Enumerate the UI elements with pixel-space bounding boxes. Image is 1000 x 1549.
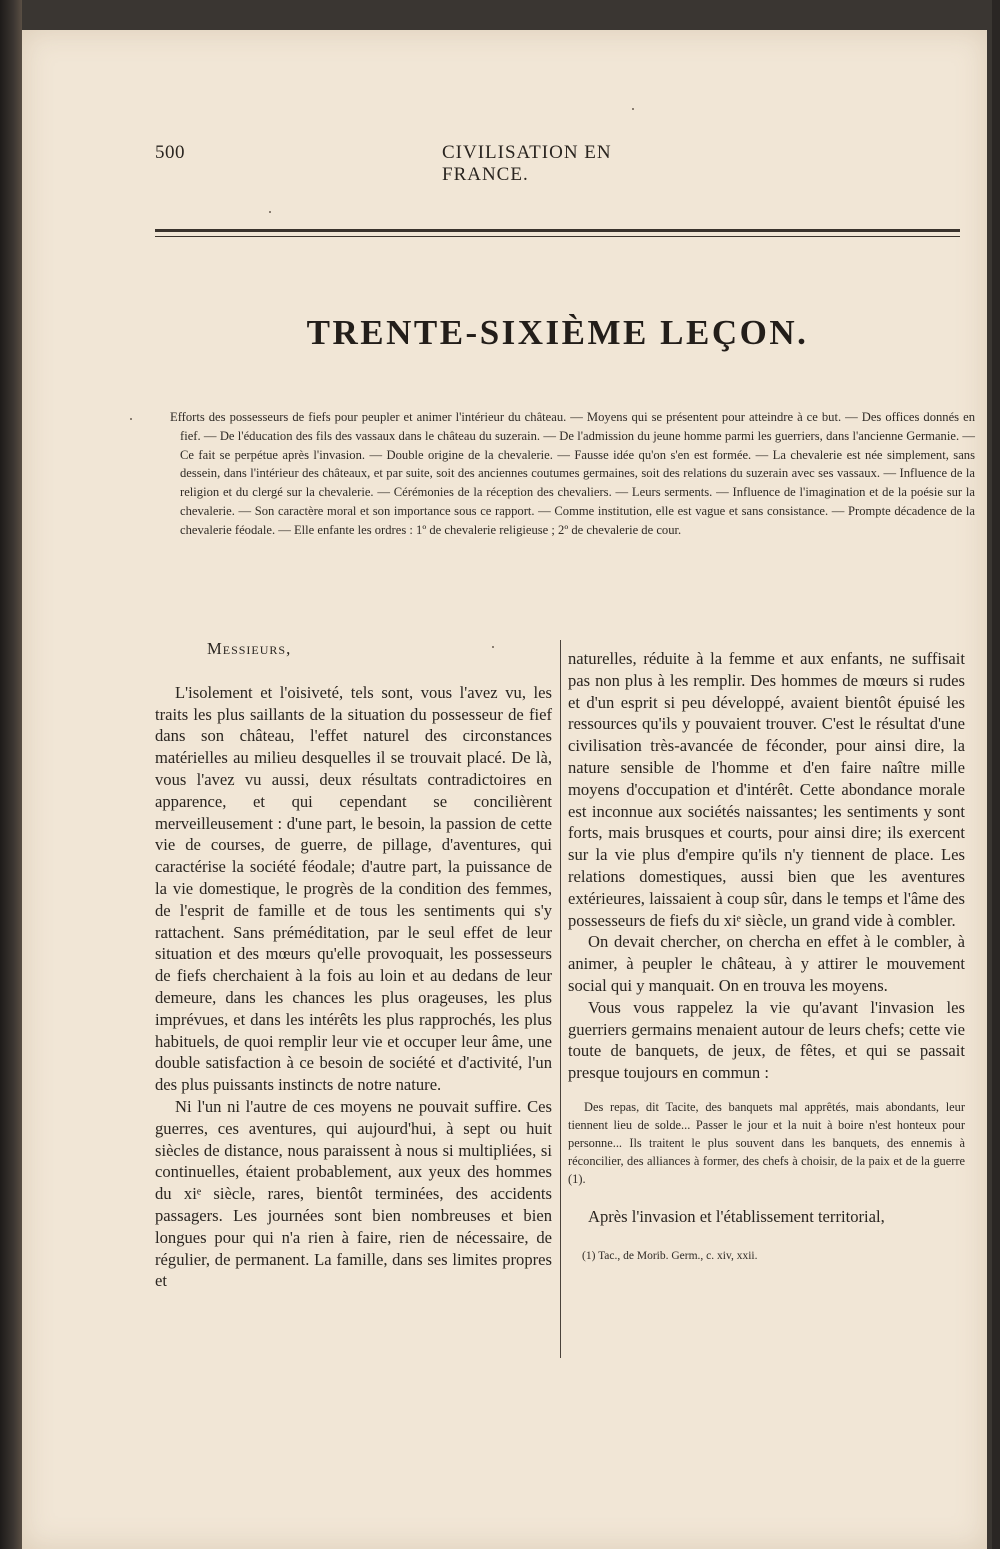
body-paragraph: Vous vous rappelez la vie qu'avant l'invasion les guerriers germains menaient autour de leurs chefs; cette vie toute de banquets, de jeux, de fêtes, et qui se passait presque toujours en commun : [568, 997, 965, 1083]
header-rule-thin [155, 236, 960, 237]
lesson-summary: Efforts des possesseurs de fiefs pour peupler et animer l'intérieur du château. — Moyens qui se présentent pour atteindre à ce but. — Des offices donnés en fief. — De l'éducation des fils des vassaux dans le château du suzerain. — De l'admission du jeune homme parmi les guerriers, dans l'ancienne Germanie. — Ce fait se perpétue après l'invasion. — Double origine de la chevalerie. — Fausse idée qu'on s'en est formée. — La chevalerie est née simplement, sans dessein, dans l'intérieur des châteaux, et par suite, soit des anciennes coutumes germaines, soit des relations du suzerain avec ses vassaux. — Influence de la religion et du clergé sur la chevalerie. — Cérémonies de la réception des chevaliers. — Leurs serments. — Influence de l'imagination et de la poésie sur la chevalerie. — Son caractère moral et son importance sous ce rapport. — Comme institution, elle est vague et sans consistance. — Prompte décadence de la chevalerie féodale. — Elle enfante les ordres : 1º de chevalerie religieuse ; 2º de chevalerie de cour. [170, 410, 975, 537]
page-header [155, 142, 690, 185]
body-paragraph: Après l'invasion et l'établissement territorial, [588, 1206, 885, 1226]
body-paragraph: Ni l'un ni l'autre de ces moyens ne pouvait suffire. Ces guerres, ces aventures, qui aujourd'hui, à sept ou huit siècles de distance, nous paraissent à nous si multipliées, si continuelles, étaient probablement, aux yeux des hommes du xiᵉ siècle, rares, bientôt terminées, des accidents passagers. Les journées sont bien nombreuses et bien longues pour qui n'a rien à faire, rien de nécessaire, de régulier, de permanent. La famille, dans ses limites propres et [155, 1096, 552, 1291]
body-paragraph: On devait chercher, on chercha en effet à le combler, à animer, à peupler le château, à y attirer le mouvement social qui y manquait. On en trouva les moyens. [568, 932, 965, 995]
paper-speck [632, 108, 634, 110]
footnote: (1) Tac., de Morib. Germ., c. xiv, xxii. [582, 1249, 758, 1262]
scan-edge-left [0, 0, 22, 1549]
column-divider [560, 640, 561, 1358]
salutation: Messieurs, [207, 639, 292, 658]
running-title: CIVILISATION EN FRANCE. [442, 142, 612, 185]
page-number: 500 [155, 142, 185, 163]
paper-speck [130, 418, 132, 420]
body-paragraph: naturelles, réduite à la femme et aux enfants, ne suffisait pas non plus à les remplir. Des hommes de mœurs si rudes et d'un esprit si peu développé, avaient bientôt épuisé les ressources qu'ils y pouvaient trouver. C'est le résultat d'une civilisation très-avancée de féconder, pour ainsi dire, la nature sensible de l'homme et d'en faire naître mille moyens d'occupation et d'intérêt. Cette abondance morale est inconnue aux sociétés naissantes; les sentiments y sont forts, mais brusques et courts, pour ainsi dire; ils exercent sur la vie plus d'empire qu'ils n'y tiennent de place. Les relations domestiques, aussi bien que les aventures extérieures, laissaient à coup sûr, dans le temps et l'âme des possesseurs de fiefs du xiᵉ siècle, un grand vide à combler. [568, 649, 965, 930]
scan-edge-right [992, 0, 1000, 1549]
tacitus-quote: Des repas, dit Tacite, des banquets mal apprêtés, mais abondants, leur tiennent lieu de solde... Passer le jour et la nuit à boire n'est honteux pour personne... Ils traitent le plus souvent dans les banquets, des ennemis à réconcilier, des alliances à former, des chefs à choisir, de la paix et de la guerre (1). [568, 1099, 965, 1186]
body-paragraph: L'isolement et l'oisiveté, tels sont, vous l'avez vu, les traits les plus saillants de la situation du possesseur de fief dans son château, l'effet naturel des circonstances matérielles au milieu desquelles il se trouvait placé. De là, vous l'avez vu aussi, deux résultats contradictoires en apparence, et qui cependant se concilièrent merveilleusement : d'une part, le besoin, la passion de cette vie de courses, de guerre, de pillage, d'aventures, qui caractérise la société féodale; d'autre part, la puissance de la vie domestique, le progrès de la condition des femmes, de l'esprit de famille et de tous les sentiments qui s'y rattachent. Sans préméditation, par le seul effet de leur situation et des mœurs qu'elle provoquait, les possesseurs de fiefs cherchaient à la fois au loin et au dedans de leur demeure, dans les chances les plus orageuses, les plus imprévues, et dans les intérêts les plus rapprochés, les plus habituels, de quoi remplir leur vie et occuper leur âme, une double satisfaction à ce besoin de société et d'activité, l'un des plus puissants instincts de notre nature. [155, 682, 552, 1095]
header-rule-thick [155, 229, 960, 232]
right-column [568, 648, 965, 1268]
lesson-title: TRENTE-SIXIÈME LEÇON. [306, 313, 809, 352]
left-column [155, 638, 552, 1292]
paper-speck [269, 211, 271, 213]
book-page [22, 30, 987, 1549]
